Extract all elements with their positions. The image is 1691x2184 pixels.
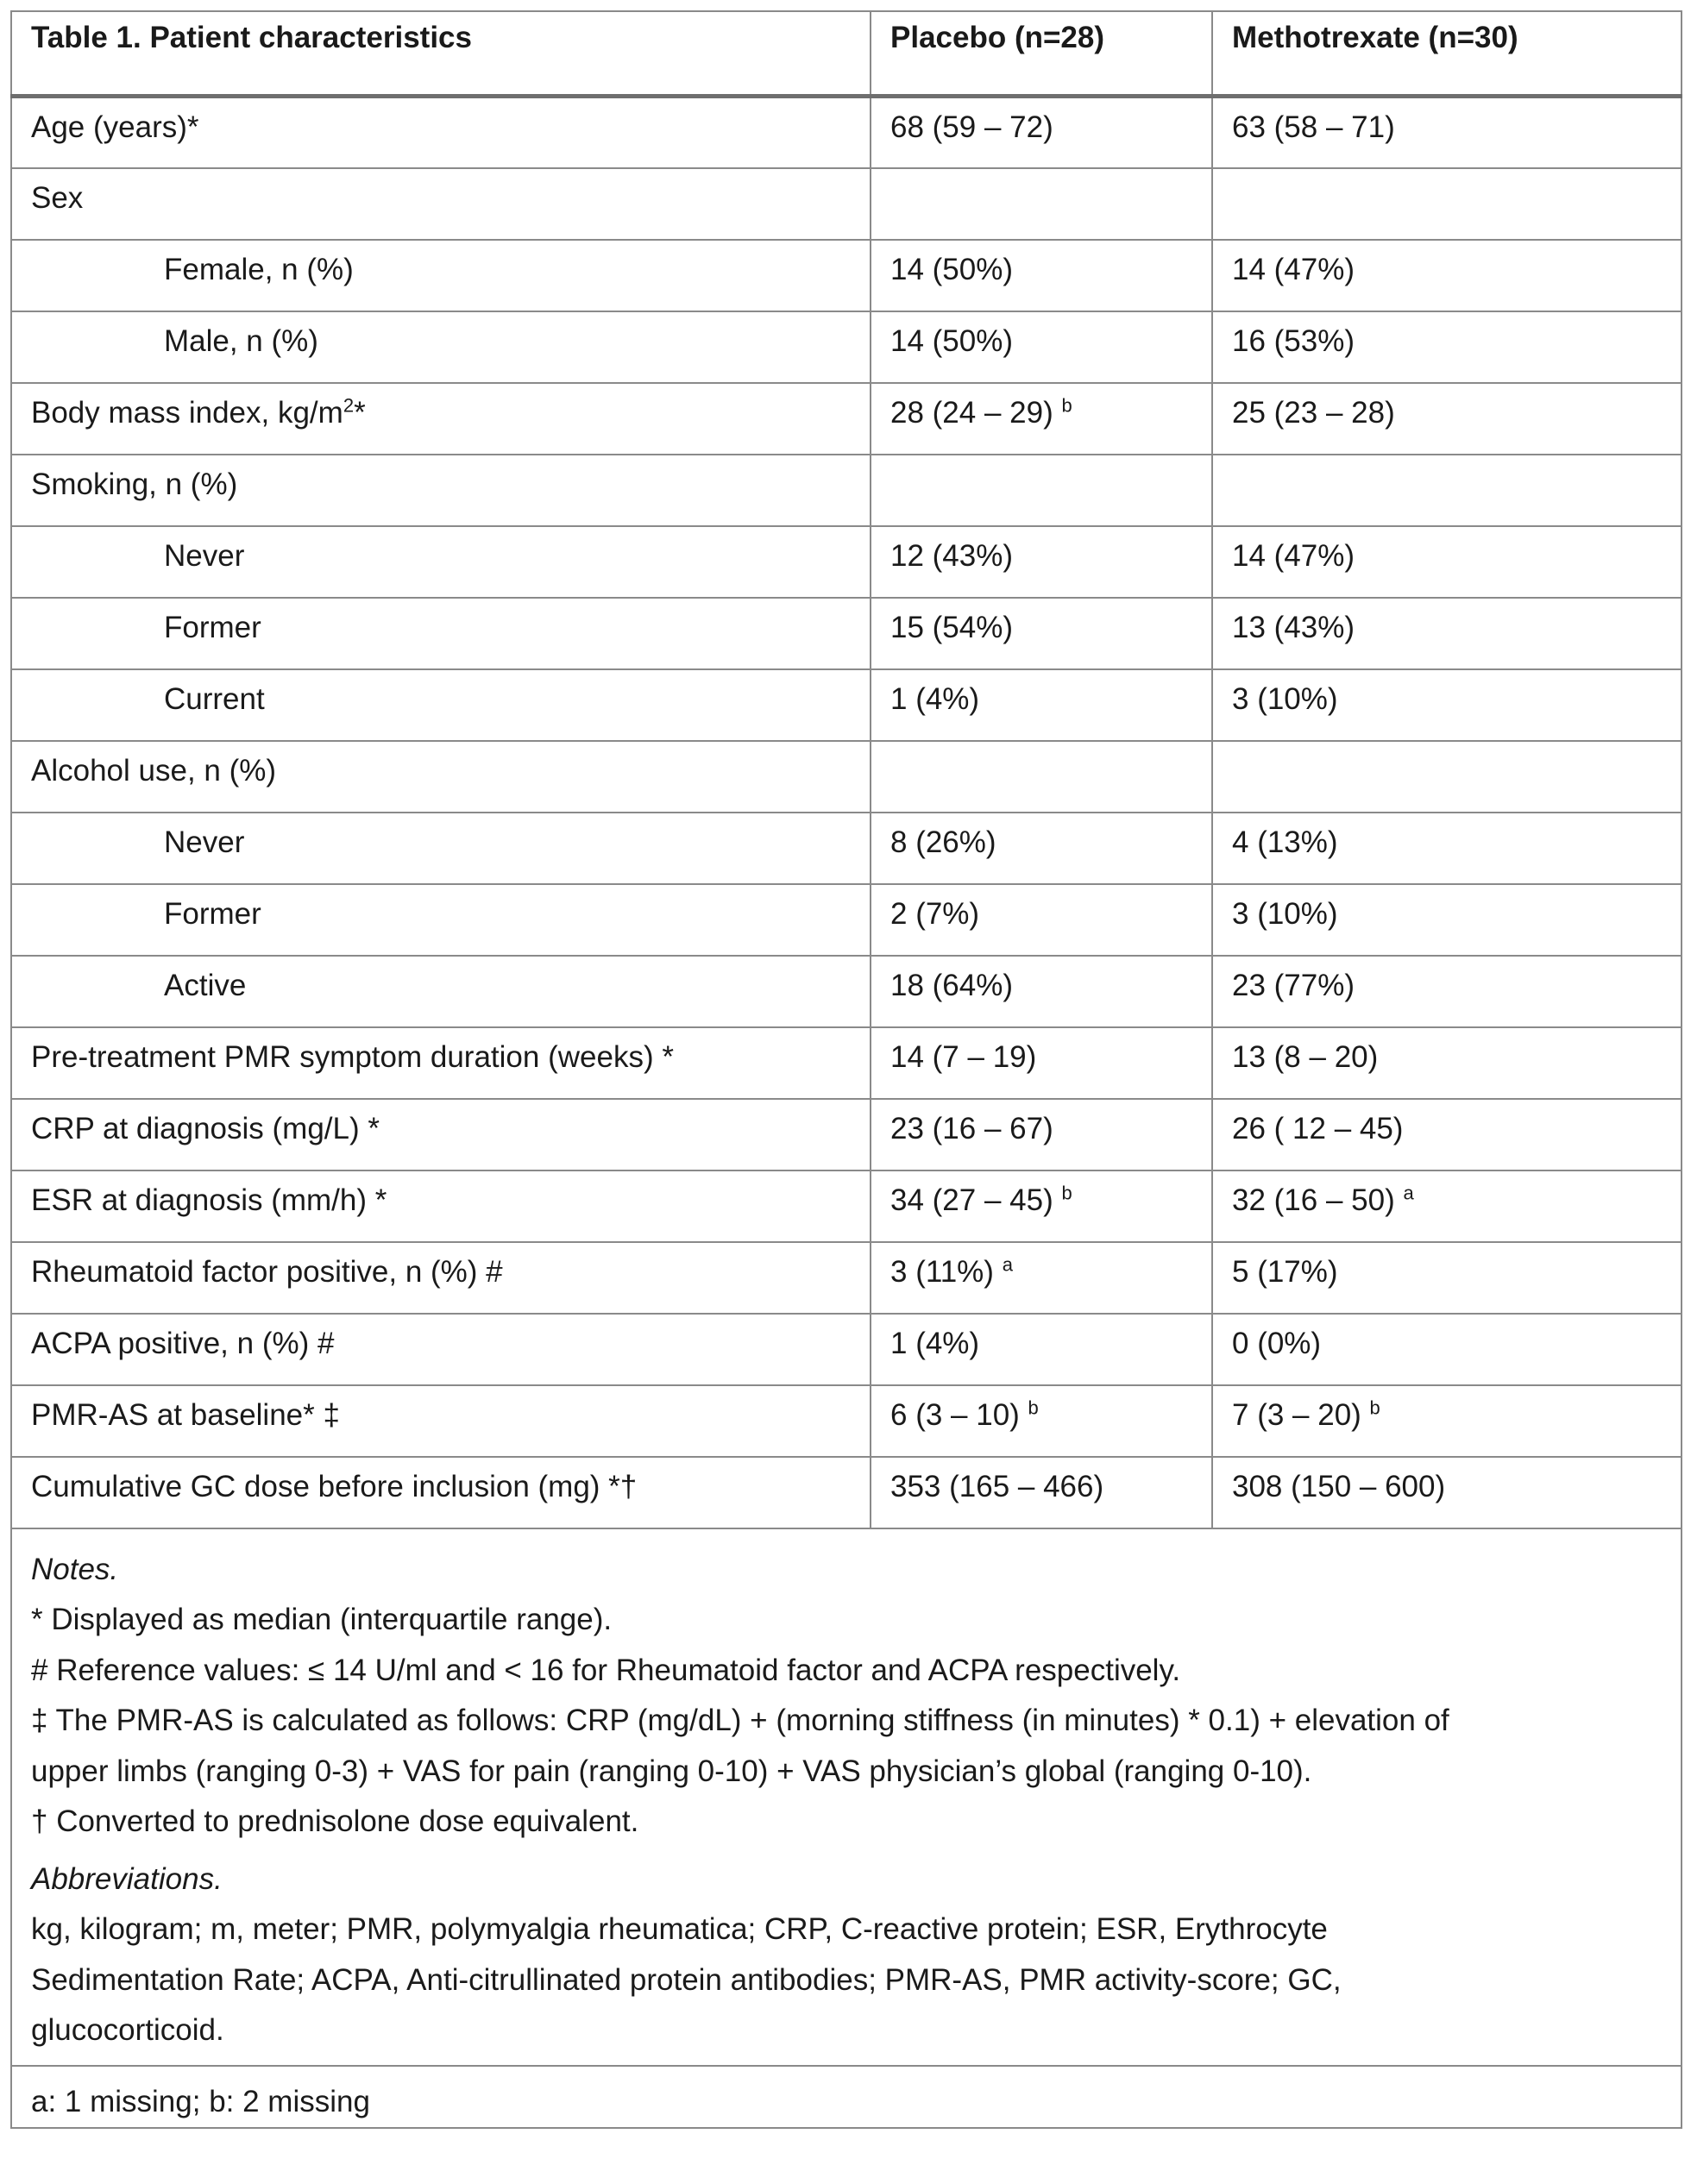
row-label: Female, n (%) <box>11 240 871 311</box>
table-row <box>11 1457 1682 1528</box>
placebo-value-cell: 8 (26%) <box>871 813 1212 884</box>
row-label: Male, n (%) <box>11 311 871 383</box>
placebo-value-cell: 23 (16 – 67) <box>871 1099 1212 1170</box>
row-label: Cumulative GC dose before inclusion (mg) *† <box>11 1457 871 1528</box>
placebo-value-cell: 28 (24 – 29) $^b$ <box>871 383 1212 455</box>
table-row <box>11 526 1682 598</box>
note-line: † Converted to prednisolone dose equivalent. <box>31 1804 639 1838</box>
row-label: Sex <box>11 168 871 240</box>
table-row <box>11 813 1682 884</box>
table-row <box>11 311 1682 383</box>
methotrexate-value-cell: 7 (3 – 20) $^b$ <box>1212 1385 1682 1457</box>
missing-data-note: a: 1 missing; b: 2 missing <box>31 2084 370 2118</box>
table-row <box>11 956 1682 1027</box>
placebo-value-cell: 6 (3 – 10) $^b$ <box>871 1385 1212 1457</box>
abbreviations-title: Abbreviations. <box>31 1861 223 1896</box>
row-label: Smoking, n (%) <box>11 455 871 526</box>
placebo-value-cell <box>871 741 1212 813</box>
abbreviation-line: Sedimentation Rate; ACPA, Anti-citrullinated protein antibodies; PMR-AS, PMR activity-score; GC, <box>31 1962 1342 1997</box>
placebo-value-cell: 14 (7 – 19) <box>871 1027 1212 1099</box>
methotrexate-value-cell: 13 (43%) <box>1212 598 1682 669</box>
row-label: Age (years)* <box>11 97 871 168</box>
row-label: Never <box>11 813 871 884</box>
note-line: * Displayed as median (interquartile range). <box>31 1603 613 1636</box>
table-row <box>11 1170 1682 1242</box>
placebo-value-cell: 3 (11%) $^a$ <box>871 1242 1212 1314</box>
methotrexate-column-header: Methotrexate (n=30) <box>1212 11 1682 97</box>
table-row <box>11 1099 1682 1170</box>
methotrexate-value-cell: 63 (58 – 71) <box>1212 97 1682 168</box>
table-title: Table 1. Patient characteristics <box>11 11 871 97</box>
placebo-value-cell: 1 (4%) <box>871 1314 1212 1385</box>
row-label: Alcohol use, n (%) <box>11 741 871 813</box>
placebo-value-cell: 1 (4%) <box>871 669 1212 741</box>
placebo-value-cell: 353 (165 – 466) <box>871 1457 1212 1528</box>
placebo-value-cell: 68 (59 – 72) <box>871 97 1212 168</box>
notes-divider <box>12 2065 1681 2067</box>
methotrexate-value-cell: 14 (47%) <box>1212 526 1682 598</box>
table-row <box>11 240 1682 311</box>
placebo-value-cell: 14 (50%) <box>871 240 1212 311</box>
methotrexate-value-cell <box>1212 455 1682 526</box>
notes-title: Notes. <box>31 1552 119 1586</box>
methotrexate-value-cell <box>1212 741 1682 813</box>
row-label: Current <box>11 669 871 741</box>
row-label: Pre-treatment PMR symptom duration (weeks) * <box>11 1027 871 1099</box>
methotrexate-value-cell: 3 (10%) <box>1212 884 1682 956</box>
table-row <box>11 1314 1682 1385</box>
methotrexate-value-cell: 13 (8 – 20) <box>1212 1027 1682 1099</box>
row-label: Never <box>11 526 871 598</box>
methotrexate-value-cell: 14 (47%) <box>1212 240 1682 311</box>
table-row <box>11 598 1682 669</box>
table-row <box>11 168 1682 240</box>
row-label: Rheumatoid factor positive, n (%) # <box>11 1242 871 1314</box>
patient-characteristics-table <box>10 10 1682 2129</box>
table-header-row <box>11 11 1682 97</box>
methotrexate-value-cell: 3 (10%) <box>1212 669 1682 741</box>
methotrexate-value-cell: 25 (23 – 28) <box>1212 383 1682 455</box>
table-row <box>11 1242 1682 1314</box>
placebo-value-cell <box>871 168 1212 240</box>
methotrexate-value-cell: 5 (17%) <box>1212 1242 1682 1314</box>
placebo-value-cell: 18 (64%) <box>871 956 1212 1027</box>
table-row <box>11 1027 1682 1099</box>
placebo-value-cell: 15 (54%) <box>871 598 1212 669</box>
table-row <box>11 884 1682 956</box>
methotrexate-value-cell: 16 (53%) <box>1212 311 1682 383</box>
row-label: Former <box>11 884 871 956</box>
row-label: Former <box>11 598 871 669</box>
row-label: PMR-AS at baseline* ‡ <box>11 1385 871 1457</box>
methotrexate-value-cell: 32 (16 – 50) $^a$ <box>1212 1170 1682 1242</box>
abbreviation-line: glucocorticoid. <box>31 2013 224 2047</box>
row-label: Active <box>11 956 871 1027</box>
table-row <box>11 741 1682 813</box>
table-row <box>11 455 1682 526</box>
table-row <box>11 1385 1682 1457</box>
methotrexate-value-cell: 23 (77%) <box>1212 956 1682 1027</box>
placebo-column-header: Placebo (n=28) <box>871 11 1212 97</box>
row-label: ACPA positive, n (%) # <box>11 1314 871 1385</box>
placebo-value-cell <box>871 455 1212 526</box>
table-row <box>11 383 1682 455</box>
methotrexate-value-cell: 26 ( 12 – 45) <box>1212 1099 1682 1170</box>
methotrexate-value-cell: 308 (150 – 600) <box>1212 1457 1682 1528</box>
note-line: ‡ The PMR-AS is calculated as follows: CRP (mg/dL) + (morning stiffness (in minutes) * 0.1) + elevation of <box>31 1704 1449 1737</box>
abbreviations-section <box>31 1855 1662 2056</box>
placebo-value-cell: 14 (50%) <box>871 311 1212 383</box>
note-line: # Reference values: ≤ 14 U/ml and < 16 for Rheumatoid factor and ACPA respectively. <box>31 1653 1181 1687</box>
placebo-value-cell: 12 (43%) <box>871 526 1212 598</box>
notes-section <box>31 1545 1662 1848</box>
abbreviation-line: kg, kilogram; m, meter; PMR, polymyalgia rheumatica; CRP, C-reactive protein; ESR, Erythrocyte <box>31 1912 1328 1946</box>
methotrexate-value-cell <box>1212 168 1682 240</box>
note-line: upper limbs (ranging 0-3) + VAS for pain (ranging 0-10) + VAS physician’s global (ranging 0-10). <box>31 1754 1312 1788</box>
placebo-value-cell: 34 (27 – 45) $^b$ <box>871 1170 1212 1242</box>
row-label: Body mass index, $kg/m^2*$ <box>11 383 871 455</box>
methotrexate-value-cell: 0 (0%) <box>1212 1314 1682 1385</box>
table-row <box>11 97 1682 168</box>
table-row <box>11 669 1682 741</box>
methotrexate-value-cell: 4 (13%) <box>1212 813 1682 884</box>
placebo-value-cell: 2 (7%) <box>871 884 1212 956</box>
row-label: ESR at diagnosis (mm/h) * <box>11 1170 871 1242</box>
row-label: CRP at diagnosis (mg/L) * <box>11 1099 871 1170</box>
table-footnotes <box>11 1528 1682 2129</box>
